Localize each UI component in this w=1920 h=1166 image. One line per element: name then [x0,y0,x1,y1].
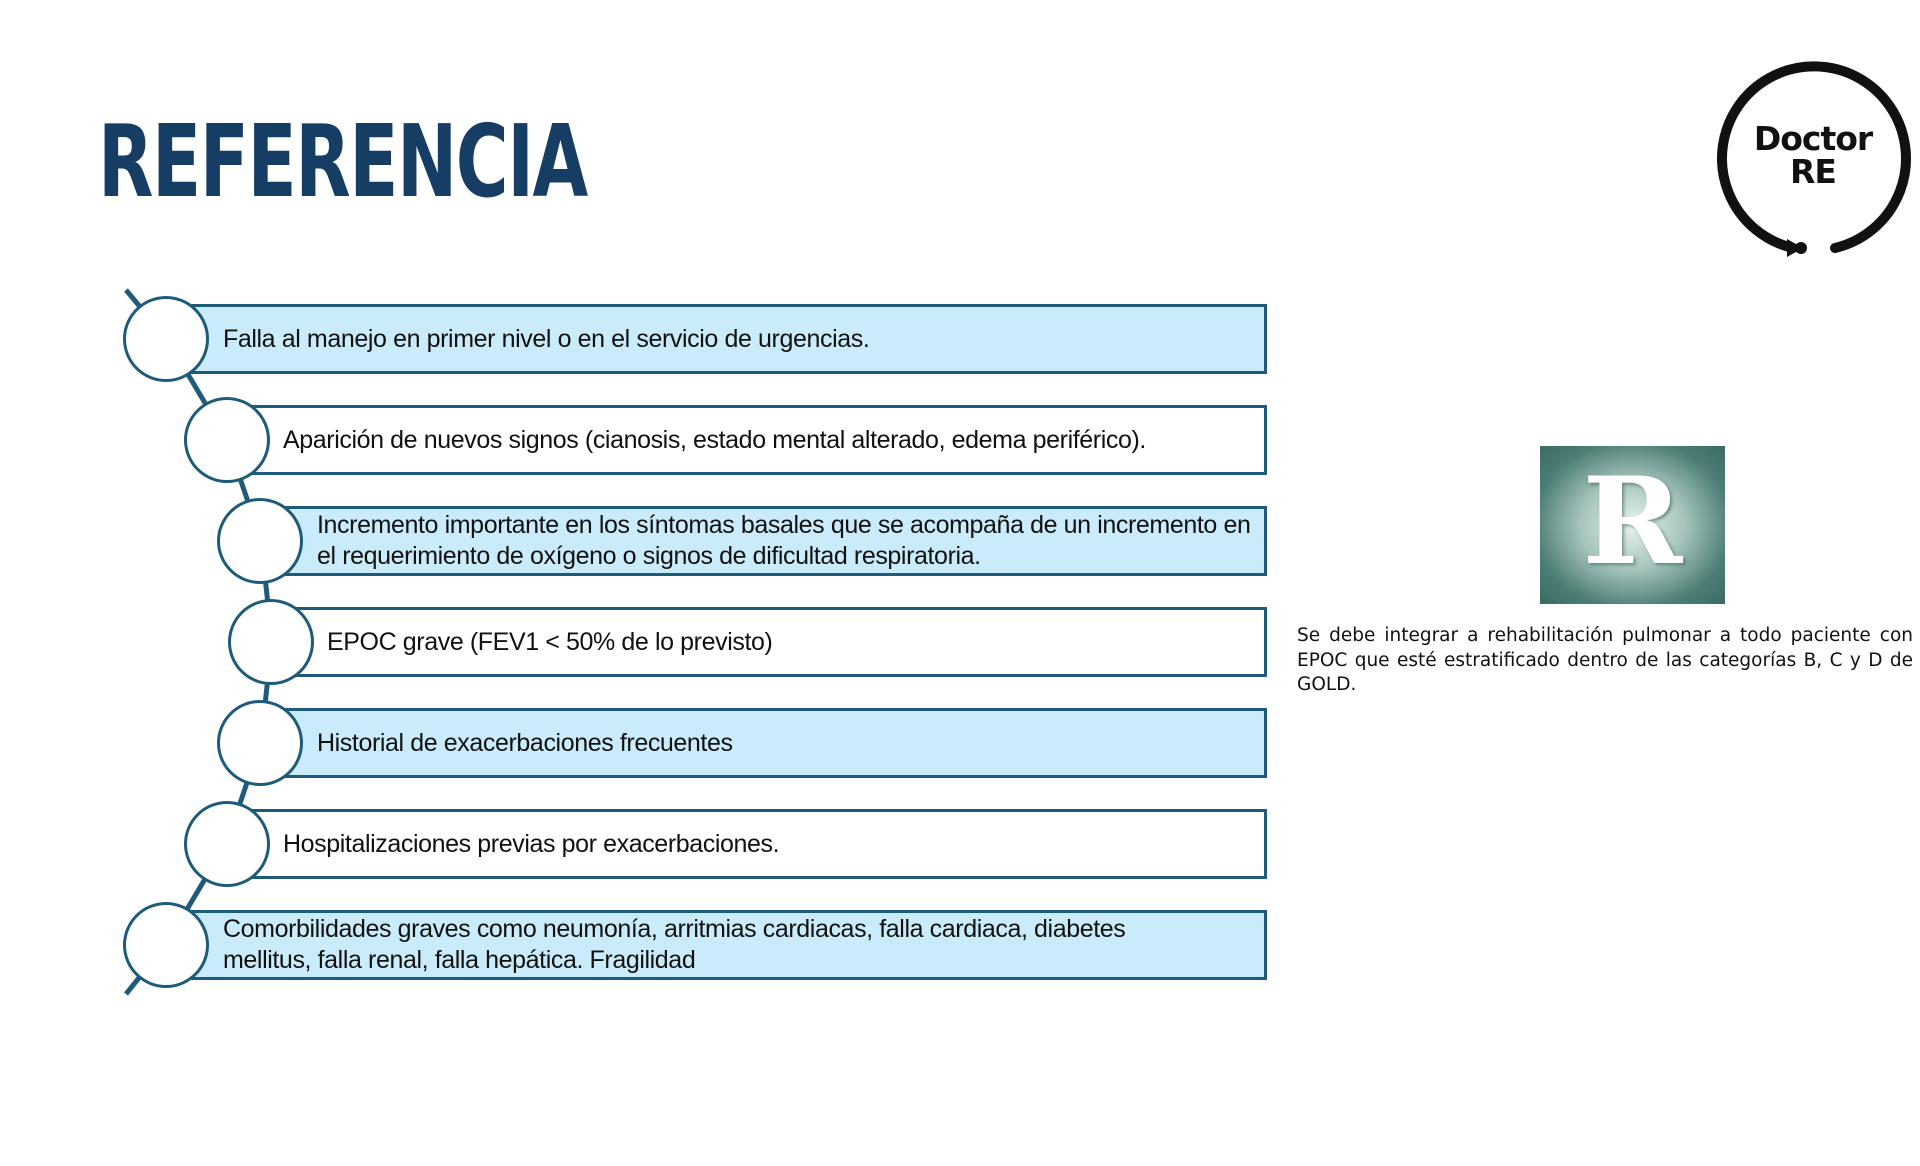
criteria-bullet [184,397,270,483]
criteria-item-7 [165,910,1267,980]
criteria-text: Incremento importante en los síntomas basales que se acompaña de un incremento en el requerimiento de oxígeno o signos de dificultad respiratoria. [317,511,1251,570]
criteria-item-6 [225,809,1267,879]
criteria-bullet [123,902,209,988]
criteria-item-5 [258,708,1267,778]
page-title: REFERENCIA [98,103,587,220]
criteria-text: EPOC grave (FEV1 < 50% de lo previsto) [327,627,773,656]
criteria-bullet [217,498,303,584]
criteria-item-2 [225,405,1267,475]
logo-line-1: Doctor [1753,119,1873,158]
criteria-bullet [228,599,314,685]
criteria-bullet [217,700,303,786]
criteria-item-1 [165,304,1267,374]
criteria-bullet [184,801,270,887]
criteria-text: Aparición de nuevos signos (cianosis, estado mental alterado, edema periférico). [283,425,1146,454]
criteria-text: Hospitalizaciones previas por exacerbaciones. [283,829,780,858]
criteria-text: Comorbilidades graves como neumonía, arritmias cardiacas, falla cardiaca, diabetes mellitus, falla renal, falla hepática. Fragilidad [223,915,1126,974]
logo-line-2: RE [1790,152,1836,191]
criteria-item-3 [258,506,1267,576]
badge-letter: R [1582,451,1683,592]
criteria-text: Falla al manejo en primer nivel o en el servicio de urgencias. [223,324,870,353]
criteria-bullet [123,296,209,382]
letter-r-badge-icon [1540,446,1725,604]
criteria-item-4 [269,607,1267,677]
rehabilitation-note: Se debe integrar a rehabilitación pulmonar a todo paciente con EPOC que esté estratificado dentro de las categorías B, C y D de GOLD. [1297,625,1913,695]
criteria-text: Historial de exacerbaciones frecuentes [317,728,733,757]
